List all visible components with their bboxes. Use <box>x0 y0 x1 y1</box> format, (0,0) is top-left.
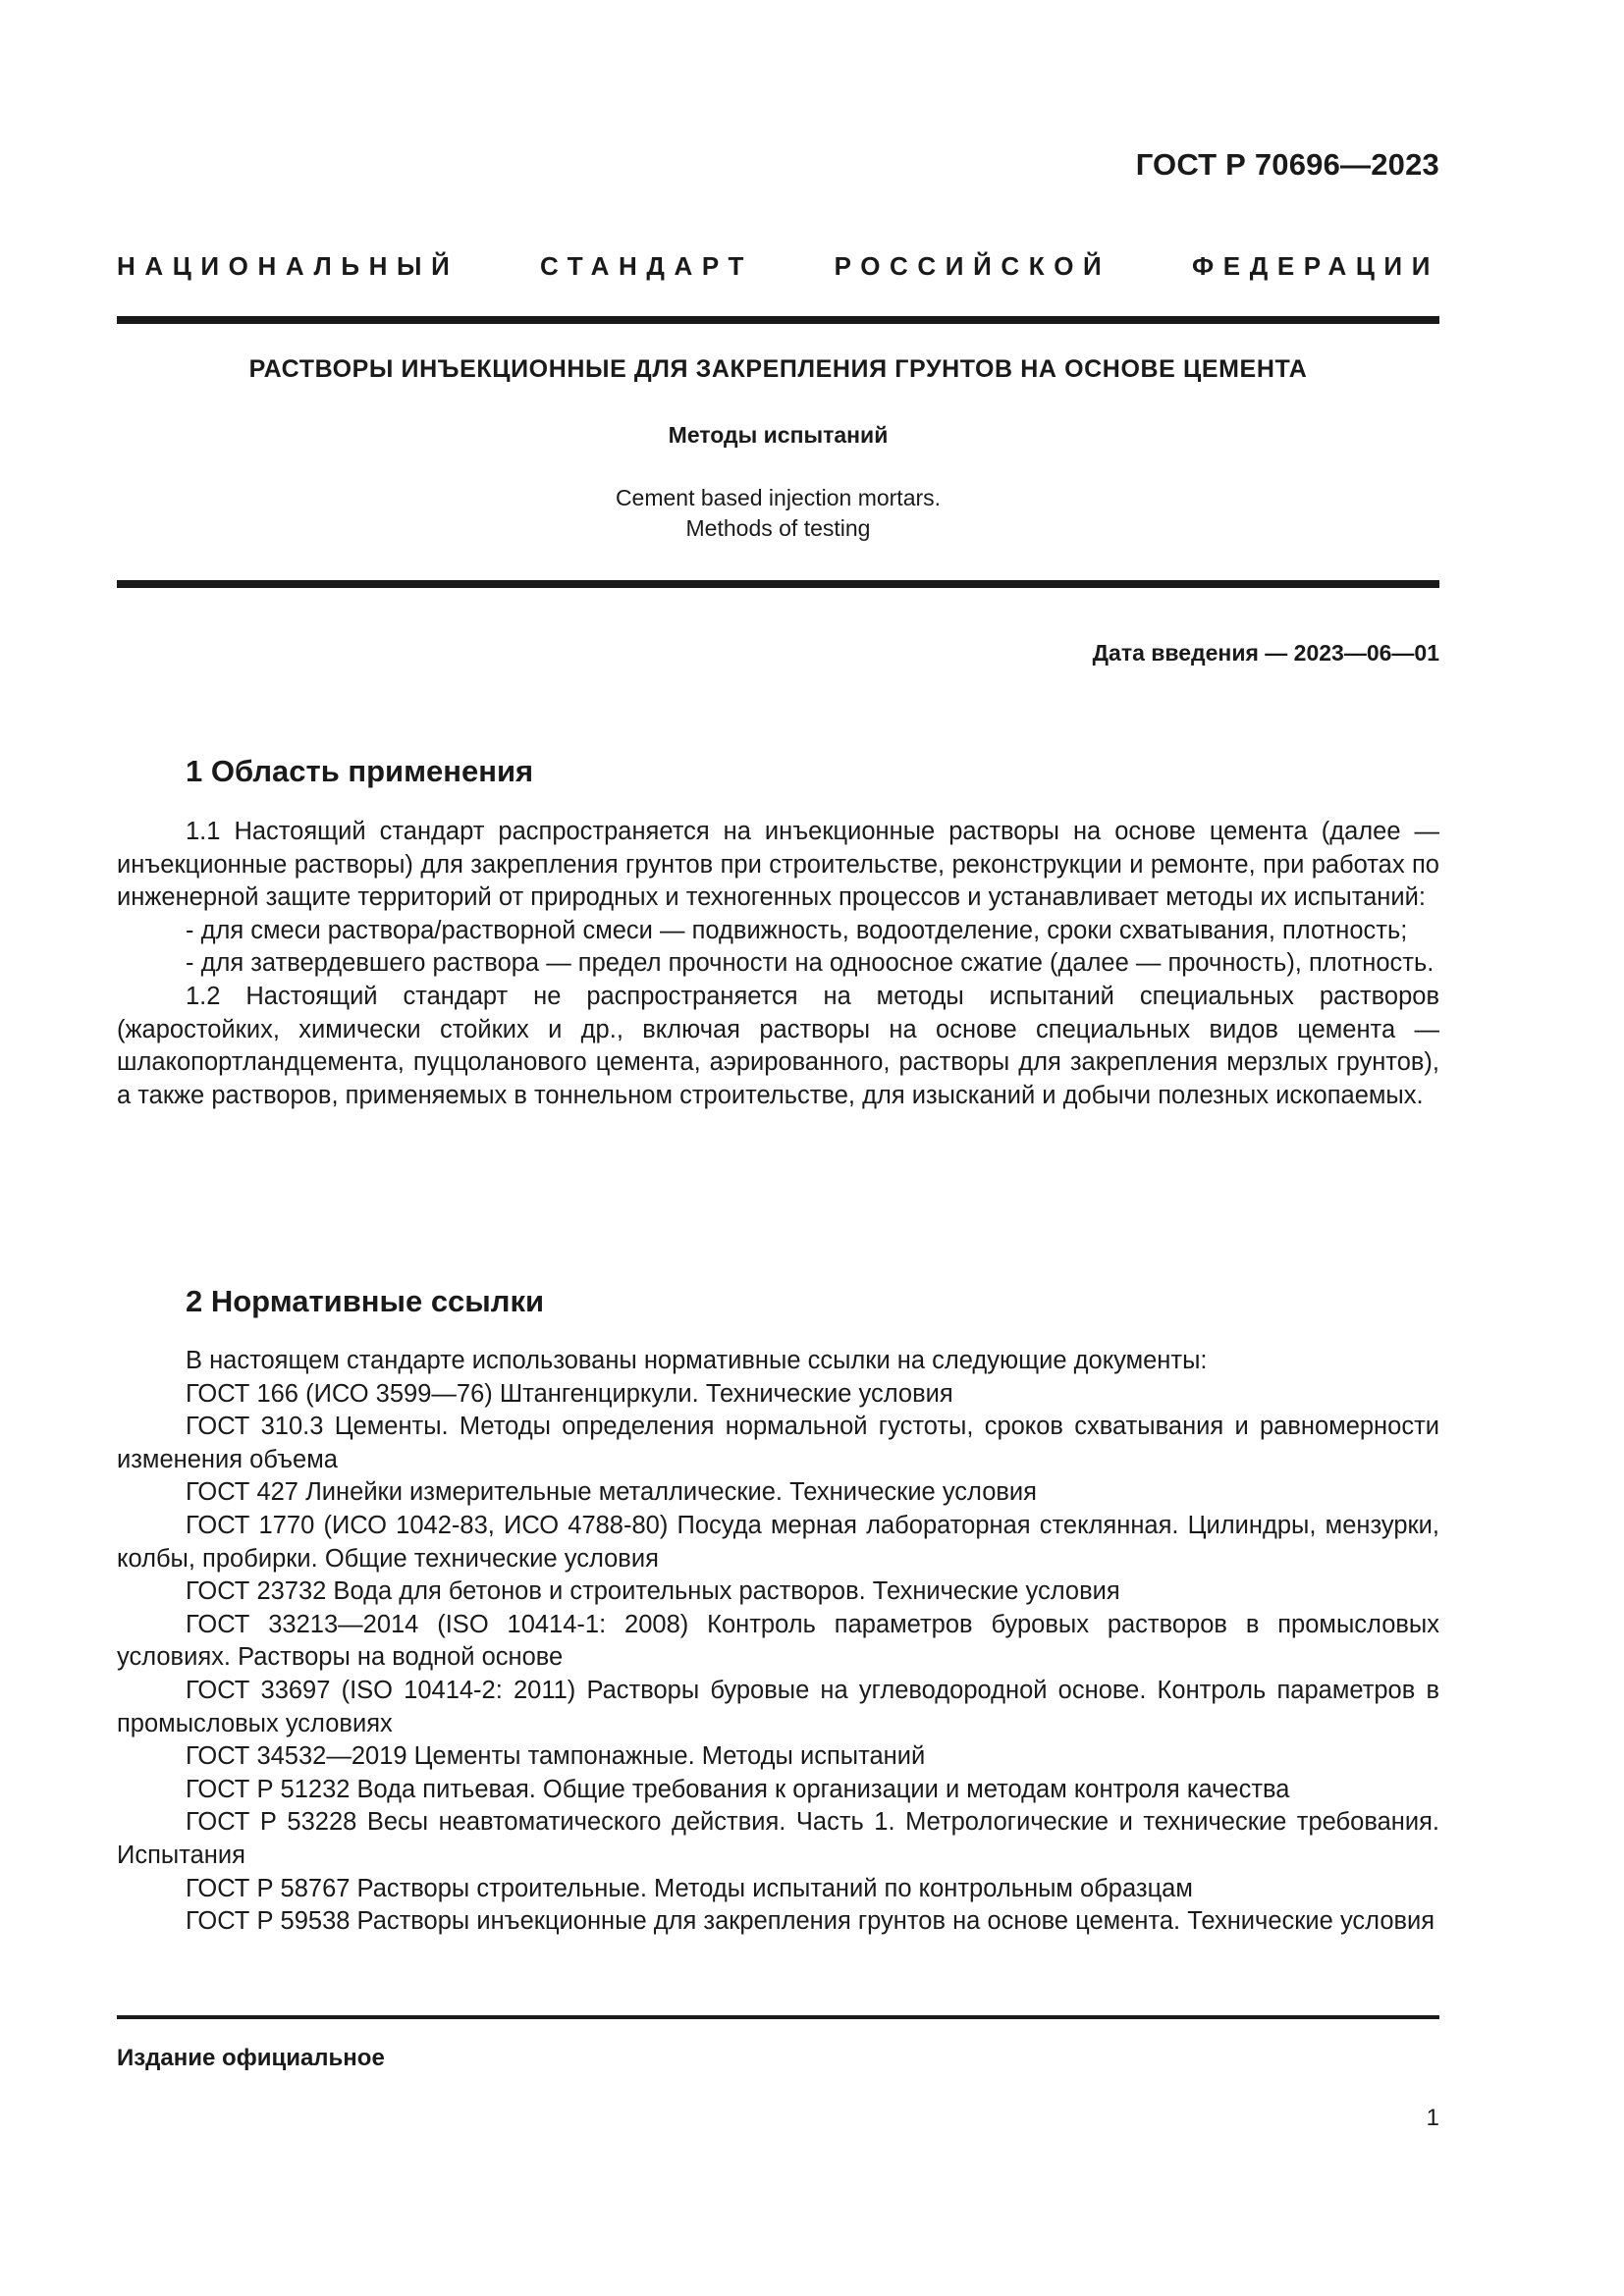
top-divider <box>117 316 1439 324</box>
reference-item: ГОСТ 310.3 Цементы. Методы определения нормальной густоты, сроков схватывания и равномерности изменения объема <box>117 1413 1439 1473</box>
section-1-body <box>117 816 1439 1112</box>
english-title-line-1: Cement based injection mortars. <box>615 485 942 510</box>
section-2-heading: 2 Нормативные ссылки <box>186 1284 545 1318</box>
document-subtitle: Методы испытаний <box>668 422 889 448</box>
reference-item: ГОСТ 33697 (ISO 10414-2: 2011) Растворы буровые на углеводородной основе. Контроль параметров в промысловых условиях <box>117 1676 1439 1737</box>
section-1-heading: 1 Область применения <box>186 754 534 788</box>
reference-item: ГОСТ Р 53228 Весы неавтоматического действия. Часть 1. Метрологические и технические требования. Испытания <box>117 1808 1439 1869</box>
document-title: РАСТВОРЫ ИНЪЕКЦИОННЫЕ ДЛЯ ЗАКРЕПЛЕНИЯ ГРУНТОВ НА ОСНОВЕ ЦЕМЕНТА <box>248 355 1308 383</box>
document-number: ГОСТ Р 70696—2023 <box>1135 147 1439 182</box>
reference-item: ГОСТ 33213—2014 (ISO 10414-1: 2008) Контроль параметров буровых растворов в промысловых условиях. Растворы на водной основе <box>117 1610 1439 1672</box>
introduction-date: Дата введения — 2023—06—01 <box>1092 640 1439 666</box>
paragraph: - для затвердевшего раствора — предел прочности на одноосное сжатие (далее — прочность), плотность. <box>186 949 1435 978</box>
reference-item: ГОСТ 23732 Вода для бетонов и строительных растворов. Технические условия <box>186 1577 1120 1606</box>
reference-item: ГОСТ Р 58767 Растворы строительные. Методы испытаний по контрольным образцам <box>186 1874 1193 1902</box>
paragraph: В настоящем стандарте использованы нормативные ссылки на следующие документы: <box>186 1347 1208 1374</box>
document-page <box>117 0 1439 2296</box>
paragraph: 1.1 Настоящий стандарт распространяется на инъекционные растворы на основе цемента (далее — инъекционные растворы) для закрепления грунтов при строительстве, реконструкции и ремонте, при работах по инженерной защите территорий от природных и техногенных процессов и устанавливает методы их испытаний: <box>117 818 1439 912</box>
reference-item: ГОСТ 1770 (ИСО 1042-83, ИСО 4788-80) Посуда мерная лабораторная стеклянная. Цилиндры, мензурки, колбы, пробирки. Общие технические условия <box>117 1511 1439 1573</box>
reference-item: ГОСТ 34532—2019 Цементы тампонажные. Методы испытаний <box>186 1742 926 1771</box>
section-2-body <box>117 1345 1439 1939</box>
paragraph: - для смеси раствора/растворной смеси — подвижность, водоотделение, сроки схватывания, плотность; <box>186 916 1408 944</box>
english-title <box>117 483 1439 544</box>
footer-divider <box>117 2015 1439 2019</box>
national-standard-banner: НАЦИОНАЛЬНЫЙ СТАНДАРТ РОССИЙСКОЙ ФЕДЕРАЦИИ <box>117 251 1439 281</box>
page-number: 1 <box>1426 2105 1439 2131</box>
reference-item: ГОСТ Р 59538 Растворы инъекционные для закрепления грунтов на основе цемента. Технические условия <box>186 1907 1435 1936</box>
paragraph: 1.2 Настоящий стандарт не распространяется на методы испытаний специальных растворов (жаростойких, химически стойких и др., включая растворы на основе специальных видов цемента — шлакопортландцемента, пуццоланового цемента, аэрированного, растворы для закрепления мерзлых грунтов), а также растворов, применяемых в тоннельном строительстве, для изысканий и добычи полезных ископаемых. <box>117 982 1439 1109</box>
reference-item: ГОСТ Р 51232 Вода питьевая. Общие требования к организации и методам контроля качества <box>186 1775 1290 1803</box>
official-edition-label: Издание официальное <box>117 2045 385 2071</box>
reference-item: ГОСТ 427 Линейки измерительные металлические. Технические условия <box>186 1478 1037 1507</box>
title-divider <box>117 580 1439 588</box>
reference-item: ГОСТ 166 (ИСО 3599—76) Штангенциркули. Технические условия <box>186 1379 953 1408</box>
english-title-line-2: Methods of testing <box>685 515 871 541</box>
